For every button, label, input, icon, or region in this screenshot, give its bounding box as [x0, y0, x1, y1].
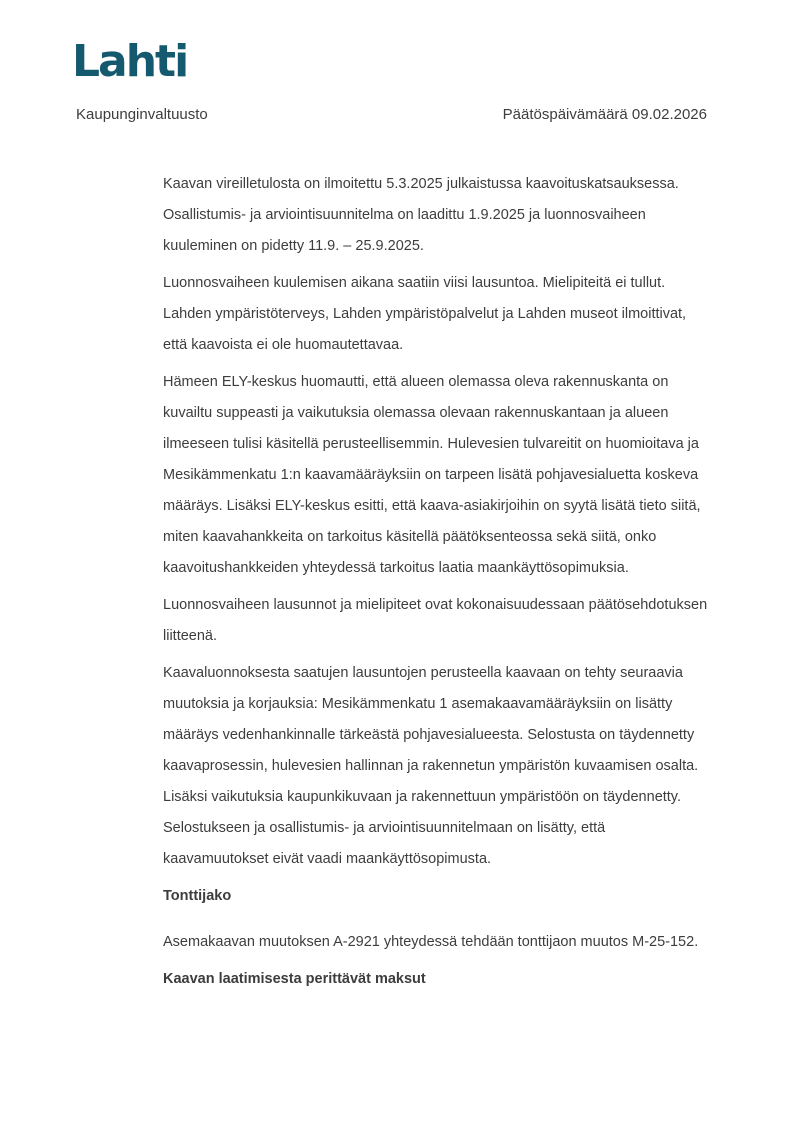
body-paragraph: Asemakaavan muutoksen A-2921 yhteydessä tehdään tonttijaon muutos M-25-152. [163, 934, 699, 950]
body-paragraph: Kaavan vireilletulosta on ilmoitettu 5.3.2025 julkaistussa kaavoituskatsauksessa. Osallistumis- ja arviointisuunnitelma on laadittu 1.9.2025 ja luonnosvaiheen kuuleminen on pidetty 11.9. – 25.9.2025. [163, 176, 679, 254]
document-body [163, 169, 712, 1010]
body-paragraph: Hämeen ELY-keskus huomautti, että alueen olemassa oleva rakennuskanta on kuvailtu suppeasti ja vaikutuksia olemassa olevaan rakennuskantaan ja alueen ilmeeseen tulisi käsitellä perusteellisemmin. Hulevesien tulvareitit on huomioitava ja Mesikämmenkatu 1:n kaavamääräyksiin on tarpeen lisätä pohjavesialuetta koskeva määräys. Lisäksi ELY-keskus esitti, että kaava-asiakirjoihin on syytä lisätä tieto siitä, miten kaavahankkeita on tarkoitus käsitellä päätöksenteossa sekä siitä, onko kaavoitushankkeiden yhteydessä tarkoitus laatia maankäyttösopimuksia. [163, 374, 701, 576]
decision-date: Päätöspäivämäärä 09.02.2026 [502, 106, 707, 123]
body-paragraph: Luonnosvaiheen kuulemisen aikana saatiin viisi lausuntoa. Mielipiteitä ei tullut. Lahden ympäristöterveys, Lahden ympäristöpalvelut ja Lahden museot ilmoittivat, että kaavoista ei ole huomautettavaa. [163, 275, 687, 353]
body-paragraph: Kaavaluonnoksesta saatujen lausuntojen perusteella kaavaan on tehty seuraavia muutoksia ja korjauksia: Mesikämmenkatu 1 asemakaavamääräyksiin on lisätty määräys vedenhankinnalle tärkeästä pohjavesialueesta. Selostusta on täydennetty kaavaprosessin, hulevesien hallinnan ja rakennetun ympäristön kuvaamisen osalta. Lisäksi vaikutuksia kaupunkikuvaan ja rakennettuun ympäristöön on täydennetty. Selostukseen ja osallistumis- ja arviointisuunnitelmaan on lisätty, että kaavamuutokset eivät vaadi maankäyttösopimusta. [163, 665, 699, 867]
section-heading-fees: Kaavan laatimisesta perittävät maksut [163, 971, 426, 987]
section-heading-tonttijako: Tonttijako [163, 888, 232, 904]
organization-name: Kaupunginvaltuusto [76, 106, 208, 123]
document-header [76, 105, 707, 125]
body-paragraph: Luonnosvaiheen lausunnot ja mielipiteet ovat kokonaisuudessaan päätösehdotuksen liitteenä. [163, 597, 708, 644]
lahti-logo: Lahti [72, 36, 188, 87]
